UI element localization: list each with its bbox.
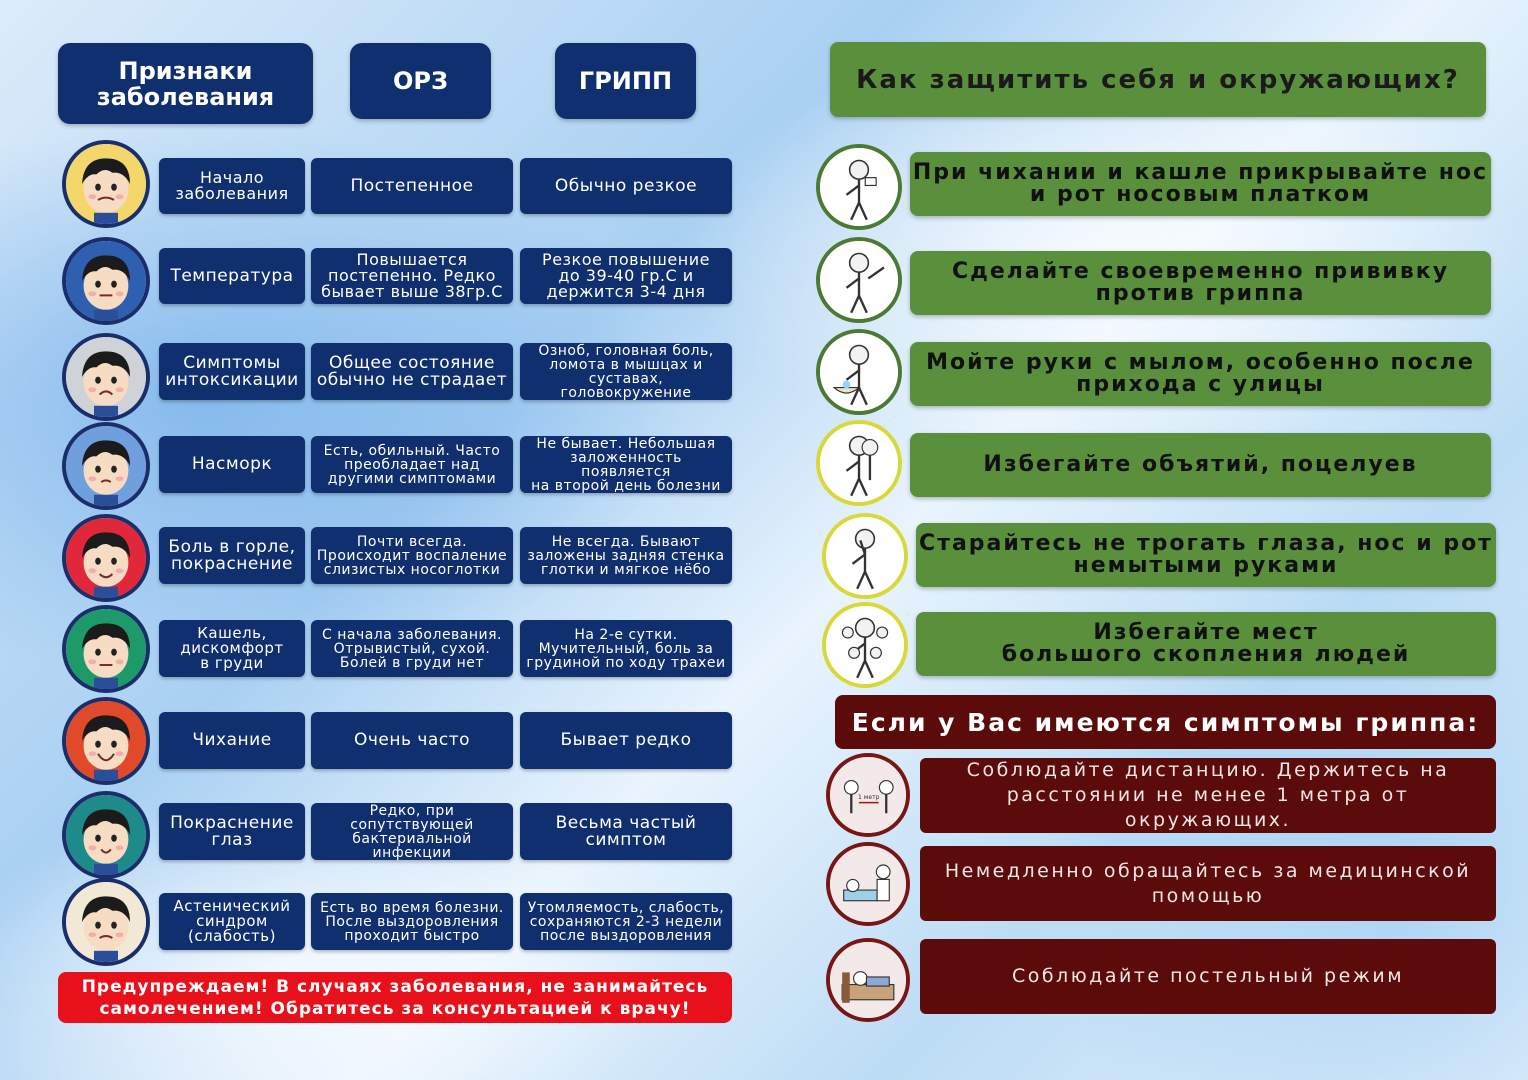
flu-symptoms-title: Если у Вас имеются симптомы гриппа: (835, 695, 1496, 749)
flu-action: Соблюдайте дистанцию. Держитесь на расстоянии не менее 1 метра от окружающих. (920, 758, 1496, 833)
protection-tip: Сделайте своевременно прививку против гриппа (910, 251, 1491, 315)
flu-cell: На 2-е сутки. Мучительный, боль за грудиной по ходу трахеи (520, 620, 732, 677)
symptom-sign-cell: Кашель, дискомфорт в груди (159, 620, 305, 677)
orz-cell: С начала заболевания. Отрывистый, сухой. Болей в груди нет (311, 620, 513, 677)
protection-tip: Мойте руки с мылом, особенно после прихода с улицы (910, 342, 1491, 406)
distance-icon (826, 753, 910, 837)
symptom-sign-cell: Чихание (159, 712, 305, 769)
protection-tip: Избегайте объятий, поцелуев (910, 433, 1491, 497)
orz-cell: Постепенное (311, 158, 513, 214)
wash-hands-icon (816, 329, 902, 415)
flu-cell: Весьма частый симптом (520, 803, 732, 860)
header-orz: ОРЗ (350, 43, 491, 119)
flu-cell: Обычно резкое (520, 158, 732, 214)
symptom-sign-cell: Симптомы интоксикации (159, 343, 305, 400)
patient-face-icon (62, 422, 150, 510)
orz-cell: Редко, при сопутствующей бактериальной инфекции (311, 803, 513, 860)
symptom-sign-cell: Насморк (159, 436, 305, 493)
orz-cell: Очень часто (311, 712, 513, 769)
patient-face-icon (62, 237, 150, 325)
crowd-icon (822, 602, 908, 688)
flu-cell: Не всегда. Бывают заложены задняя стенка глотки и мягкое нёбо (520, 527, 732, 584)
distance-label: 1 метр (857, 793, 880, 801)
orz-cell: Есть, обильный. Часто преобладает над другими симптомами (311, 436, 513, 493)
symptom-sign-cell: Покраснение глаз (159, 803, 305, 860)
patient-face-icon (62, 791, 150, 879)
flu-action: Соблюдайте постельный режим (920, 939, 1496, 1014)
vaccine-icon (816, 237, 902, 323)
header-signs: Признаки заболевания (58, 43, 313, 124)
header-flu: ГРИПП (555, 43, 696, 119)
orz-cell: Общее состояние обычно не страдает (311, 343, 513, 400)
touch-face-icon (822, 513, 908, 599)
patient-face-icon (62, 140, 150, 228)
bed-rest-icon (826, 938, 910, 1022)
patient-face-icon (62, 514, 150, 602)
flu-cell: Резкое повышение до 39-40 гр.С и держится 3-4 дня (520, 248, 732, 304)
hug-icon (816, 420, 902, 506)
flu-cell: Не бывает. Небольшая заложенность появляется на второй день болезни (520, 436, 732, 493)
protection-tip: Старайтесь не трогать глаза, нос и рот немытыми руками (916, 523, 1496, 587)
orz-cell: Почти всегда. Происходит воспаление слизистых носоглотки (311, 527, 513, 584)
doctor-icon (826, 842, 910, 926)
flu-cell: Бывает редко (520, 712, 732, 769)
orz-cell: Есть во время болезни. После выздоровления проходит быстро (311, 893, 513, 950)
protect-title: Как защитить себя и окружающих? (830, 42, 1486, 117)
patient-face-icon (62, 697, 150, 785)
sneeze-icon (816, 144, 902, 230)
patient-face-icon (62, 605, 150, 693)
protection-tip: Избегайте мест большого скопления людей (916, 612, 1496, 676)
patient-face-icon (62, 333, 150, 421)
flu-cell: Озноб, головная боль, ломота в мышцах и суставах, головокружение (520, 343, 732, 400)
symptom-sign-cell: Боль в горле, покраснение (159, 527, 305, 584)
symptom-sign-cell: Астенический синдром (слабость) (159, 893, 305, 950)
flu-action: Немедленно обращайтесь за медицинской помощью (920, 846, 1496, 921)
flu-cell: Утомляемость, слабость, сохраняются 2-3 недели после выздоровления (520, 893, 732, 950)
self-treatment-warning: Предупреждаем! В случаях заболевания, не занимайтесь самолечением! Обратитесь за консультацией к врачу! (58, 972, 732, 1023)
symptom-sign-cell: Температура (159, 248, 305, 304)
orz-cell: Повышается постепенно. Редко бывает выше 38гр.С (311, 248, 513, 304)
symptom-sign-cell: Начало заболевания (159, 158, 305, 214)
patient-face-icon (62, 878, 150, 966)
protection-tip: При чихании и кашле прикрывайте нос и рот носовым платком (910, 152, 1491, 216)
